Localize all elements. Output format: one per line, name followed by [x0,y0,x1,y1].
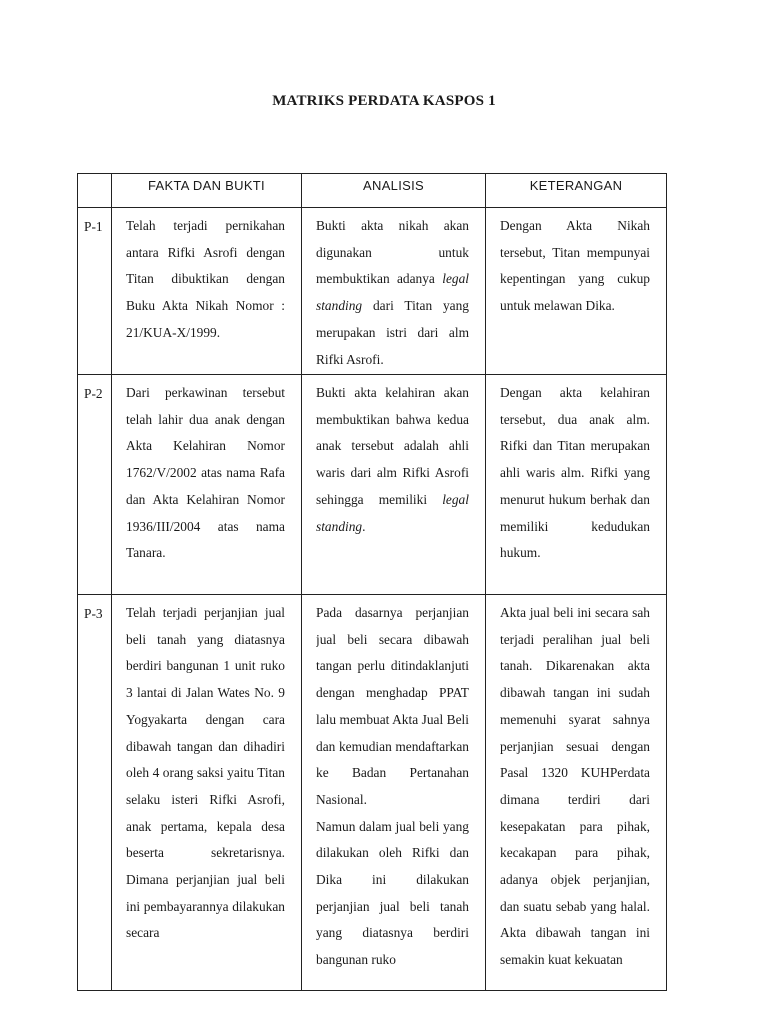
table-header-row [78,174,667,208]
analisis-cell [302,595,486,991]
analisis-text: Bukti akta kelahiran akan membuktikan bahwa kedua anak tersebut adalah ahli waris dari alm Rifki Asrofi sehingga memiliki [316,385,469,507]
analisis-text: dari Titan yang merupakan istri dari alm Rifki Asrofi. [316,298,469,367]
analisis-cell [302,375,486,595]
fakta-cell: Telah terjadi pernikahan antara Rifki Asrofi dengan Titan dibuktikan dengan Buku Akta Nikah Nomor : 21/KUA-X/1999. [112,208,302,375]
analisis-text-block [316,600,469,987]
header-keterangan: KETERANGAN [486,174,667,208]
row-label: P-1 [78,208,112,375]
header-fakta-dan-bukti: FAKTA DAN BUKTI [112,174,302,208]
document-title: MATRIKS PERDATA KASPOS 1 [272,93,496,109]
analisis-paragraph: Namun dalam jual beli yang dilakukan oleh Rifki dan Dika ini dilakukan perjanjian jual beli tanah yang diatasnya berdiri bangunan ruko [316,818,469,968]
keterangan-cell: Dengan Akta Nikah tersebut, Titan mempunyai kepentingan yang cukup untuk melawan Dika. [486,208,667,375]
fakta-cell: Dari perkawinan tersebut telah lahir dua anak dengan Akta Kelahiran Nomor 1762/V/2002 atas nama Rafa dan Akta Kelahiran Nomor 1936/III/2004 atas nama Tanara. [112,375,302,595]
table-row [78,375,667,595]
analisis-text: . [362,518,366,534]
table-row [78,208,667,375]
analisis-emphasis: legal standing [316,491,469,534]
table-row [78,595,667,991]
header-number [78,174,112,208]
header-analisis: ANALISIS [302,174,486,208]
analisis-emphasis: legal standing [316,271,469,314]
row-label: P-3 [78,595,112,991]
fakta-cell [112,595,302,991]
matrix-table [77,173,667,991]
fakta-text: Telah terjadi perjanjian jual beli tanah yang diatasnya berdiri bangunan 1 unit ruko 3 lantai di Jalan Wates No. 9 Yogyakarta dengan cara dibawah tangan dan dihadiri oleh 4 orang saksi yaitu Titan selaku isteri Rifki Asrofi, anak pertama, kepala desa beserta sekretarisnya. Dimana perjanjian jual beli ini pembayarannya dilakukan secara [126,605,285,941]
keterangan-cell [486,595,667,991]
analisis-text: Bukti akta nikah akan digunakan untuk membuktikan adanya [316,218,469,287]
analisis-cell [302,208,486,375]
row-label: P-2 [78,375,112,595]
keterangan-text: Akta jual beli ini secara sah terjadi peralihan jual beli tanah. Dikarenakan akta dibawah tangan ini sudah memenuhi syarat sahnya perjanjian sesuai dengan Pasal 1320 KUHPerdata dimana terdiri dari kesepakatan para pihak, kecakapan para pihak, adanya objek perjanjian, dan suatu sebab yang halal. Akta dibawah tangan ini semakin kuat kekuatan [500,605,650,968]
analisis-paragraph: Pada dasarnya perjanjian jual beli secara dibawah tangan perlu ditindaklanjuti dengan menghadap PPAT lalu membuat Akta Jual Beli dan kemudian mendaftarkan ke Badan Pertanahan Nasional. [316,605,469,807]
keterangan-cell: Dengan akta kelahiran tersebut, dua anak alm. Rifki dan Titan merupakan ahli waris alm. Rifki yang menurut hukum berhak dan memiliki kedudukan hukum. [486,375,667,595]
